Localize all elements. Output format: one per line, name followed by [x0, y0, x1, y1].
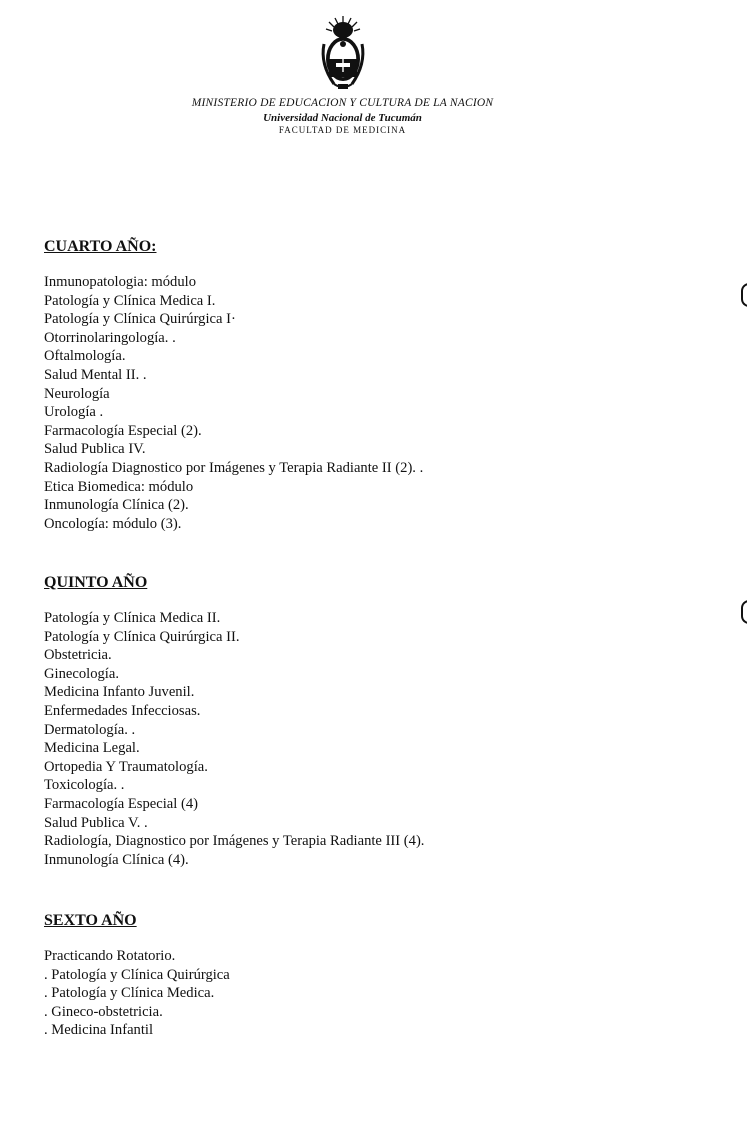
- list-item: Obstetricia.: [44, 647, 112, 664]
- list-item: . Patología y Clínica Quirúrgica: [44, 966, 230, 983]
- list-item: Oftalmología.: [44, 348, 126, 365]
- list-item: Ginecología.: [44, 665, 119, 682]
- list-item: Patología y Clínica Medica I.: [44, 292, 216, 309]
- section-sexto-ano: [44, 911, 230, 1040]
- argentina-coat-of-arms-icon: [316, 14, 370, 94]
- list-item: Enfermedades Infecciosas.: [44, 702, 201, 719]
- punch-hole-mark: [741, 283, 747, 307]
- section-cuarto-ano: [44, 237, 423, 533]
- list-item: Etica Biomedica: módulo: [44, 478, 194, 495]
- subject-list: [44, 609, 424, 869]
- list-item: Patología y Clínica Quirúrgica I·: [44, 311, 236, 328]
- list-item: . Gineco-obstetricia.: [44, 1003, 163, 1020]
- section-title: SEXTO AÑO: [44, 912, 137, 929]
- list-item: Toxicología. .: [44, 777, 125, 794]
- list-item: Salud Publica IV.: [44, 441, 146, 458]
- list-item: Neurología: [44, 385, 110, 402]
- list-item: Dermatología. .: [44, 721, 136, 738]
- list-item: Medicina Infanto Juvenil.: [44, 684, 195, 701]
- list-item: . Medicina Infantil: [44, 1022, 154, 1039]
- punch-hole-mark: [741, 600, 747, 624]
- section-title: QUINTO AÑO: [44, 574, 148, 591]
- list-item: Salud Mental II. .: [44, 366, 147, 383]
- section-quinto-ano: [44, 573, 424, 869]
- list-item: Patología y Clínica Medica II.: [44, 610, 221, 626]
- section-title: CUARTO AÑO:: [44, 238, 157, 255]
- list-item: Farmacología Especial (2).: [44, 422, 202, 439]
- list-item: Farmacología Especial (4): [44, 795, 198, 812]
- list-item: Inmunología Clínica (4).: [44, 851, 189, 868]
- subject-list: [44, 947, 230, 1040]
- list-item: Ortopedia Y Traumatología.: [44, 758, 208, 775]
- ministry-heading: MINISTERIO DE EDUCACION Y CULTURA DE LA NACION: [191, 97, 494, 109]
- list-item: Medicina Legal.: [44, 740, 140, 757]
- list-item: Radiología Diagnostico por Imágenes y Terapia Radiante II (2). .: [44, 459, 424, 476]
- university-heading: Universidad Nacional de Tucumán: [263, 112, 422, 124]
- faculty-heading: FACULTAD DE MEDICINA: [278, 125, 407, 135]
- list-item: Practicando Rotatorio.: [44, 948, 176, 964]
- subject-list: [44, 273, 423, 533]
- list-item: Patología y Clínica Quirúrgica II.: [44, 628, 240, 645]
- list-item: Otorrinolaringología. .: [44, 329, 176, 346]
- list-item: . Patología y Clínica Medica.: [44, 985, 215, 1002]
- list-item: Salud Publica V. .: [44, 814, 148, 831]
- list-item: Inmunopatologia: módulo: [44, 274, 197, 290]
- list-item: Radiología, Diagnostico por Imágenes y Terapia Radiante III (4).: [44, 833, 425, 850]
- list-item: Oncología: módulo (3).: [44, 515, 182, 532]
- list-item: Inmunología Clínica (2).: [44, 497, 189, 514]
- list-item: Urología .: [44, 404, 104, 421]
